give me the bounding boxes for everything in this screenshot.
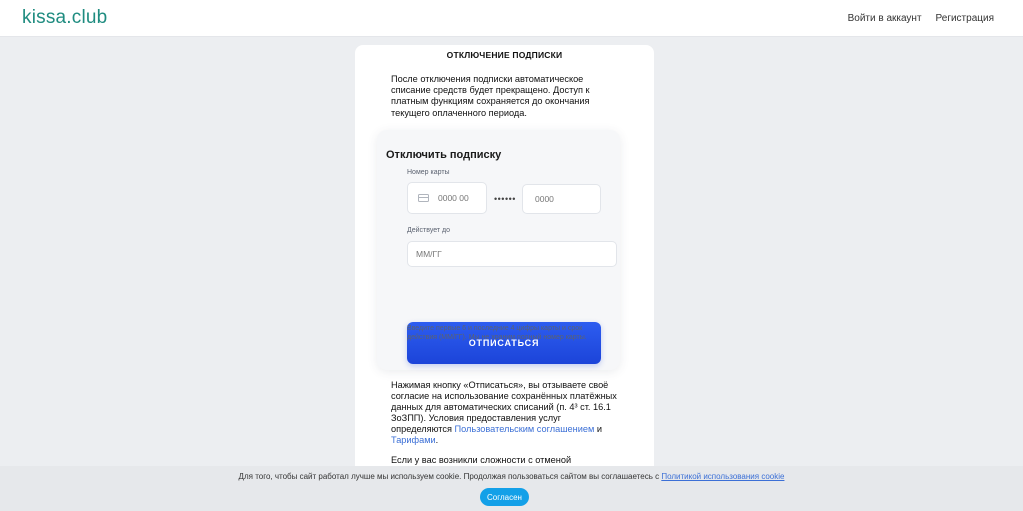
- consent-and: и: [594, 424, 602, 434]
- tariffs-link[interactable]: Тарифами: [391, 435, 436, 445]
- form-heading: Отключить подписку: [386, 149, 502, 161]
- card-first-digits-input[interactable]: [407, 182, 487, 214]
- consent-text: [391, 380, 623, 446]
- page-title: ОТКЛЮЧЕНИЕ ПОДПИСКИ: [446, 50, 563, 60]
- user-agreement-link[interactable]: Пользовательским соглашением: [454, 424, 595, 434]
- cookie-message: Для того, чтобы сайт работал лучше мы используем cookie. Продолжая пользоваться сайтом вы соглашаетесь с: [238, 472, 662, 481]
- cookie-policy-link[interactable]: Политикой использования cookie: [661, 472, 785, 481]
- cookie-text: [0, 472, 1023, 481]
- cookie-accept-button[interactable]: Согласен: [480, 488, 529, 506]
- card-last-digits-input[interactable]: [522, 184, 601, 214]
- expiry-input[interactable]: [407, 241, 617, 267]
- card-number-label: Номер карты: [407, 169, 450, 176]
- form-hint: Введите первые 6 и последние 4 цифры карты и срок действия (ММ/ГГ). Мы не храним полный номер карты.: [407, 325, 587, 341]
- expiry-label: Действует до: [407, 227, 451, 234]
- header-nav: [848, 13, 994, 24]
- expiry-placeholder: ММ/ГГ: [416, 249, 442, 259]
- cookie-banner: [0, 466, 1023, 511]
- card-last-digits-placeholder: 0000: [535, 194, 554, 204]
- credit-card-icon: [418, 194, 429, 202]
- register-link[interactable]: Регистрация: [935, 13, 994, 24]
- unsubscribe-card: [355, 45, 654, 485]
- unsubscribe-button[interactable]: ОТПИСАТЬСЯ: [407, 322, 601, 364]
- consent-end: .: [435, 435, 439, 445]
- help-text: Если у вас возникли сложности с отменой: [391, 455, 572, 465]
- top-navbar: [0, 0, 1023, 37]
- site-logo[interactable]: kissa.club: [22, 7, 108, 28]
- card-first-digits-placeholder: 0000 00: [438, 193, 469, 203]
- login-link[interactable]: Войти в аккаунт: [847, 13, 922, 24]
- masked-digits: ••••••: [494, 194, 516, 204]
- intro-text: После отключения подписки автоматическое списание средств будет прекращено. Доступ к платным функциям сохраняется до окончания текущего оплаченного периода.: [391, 74, 590, 118]
- consent-body: Нажимая кнопку «Отписаться», вы отзываете своё согласие на использование сохранённых платёжных данных для автоматических списаний (п. 4³ ст. 16.1 ЗоЗПП). Условия предоставления услуг определяются: [391, 380, 617, 434]
